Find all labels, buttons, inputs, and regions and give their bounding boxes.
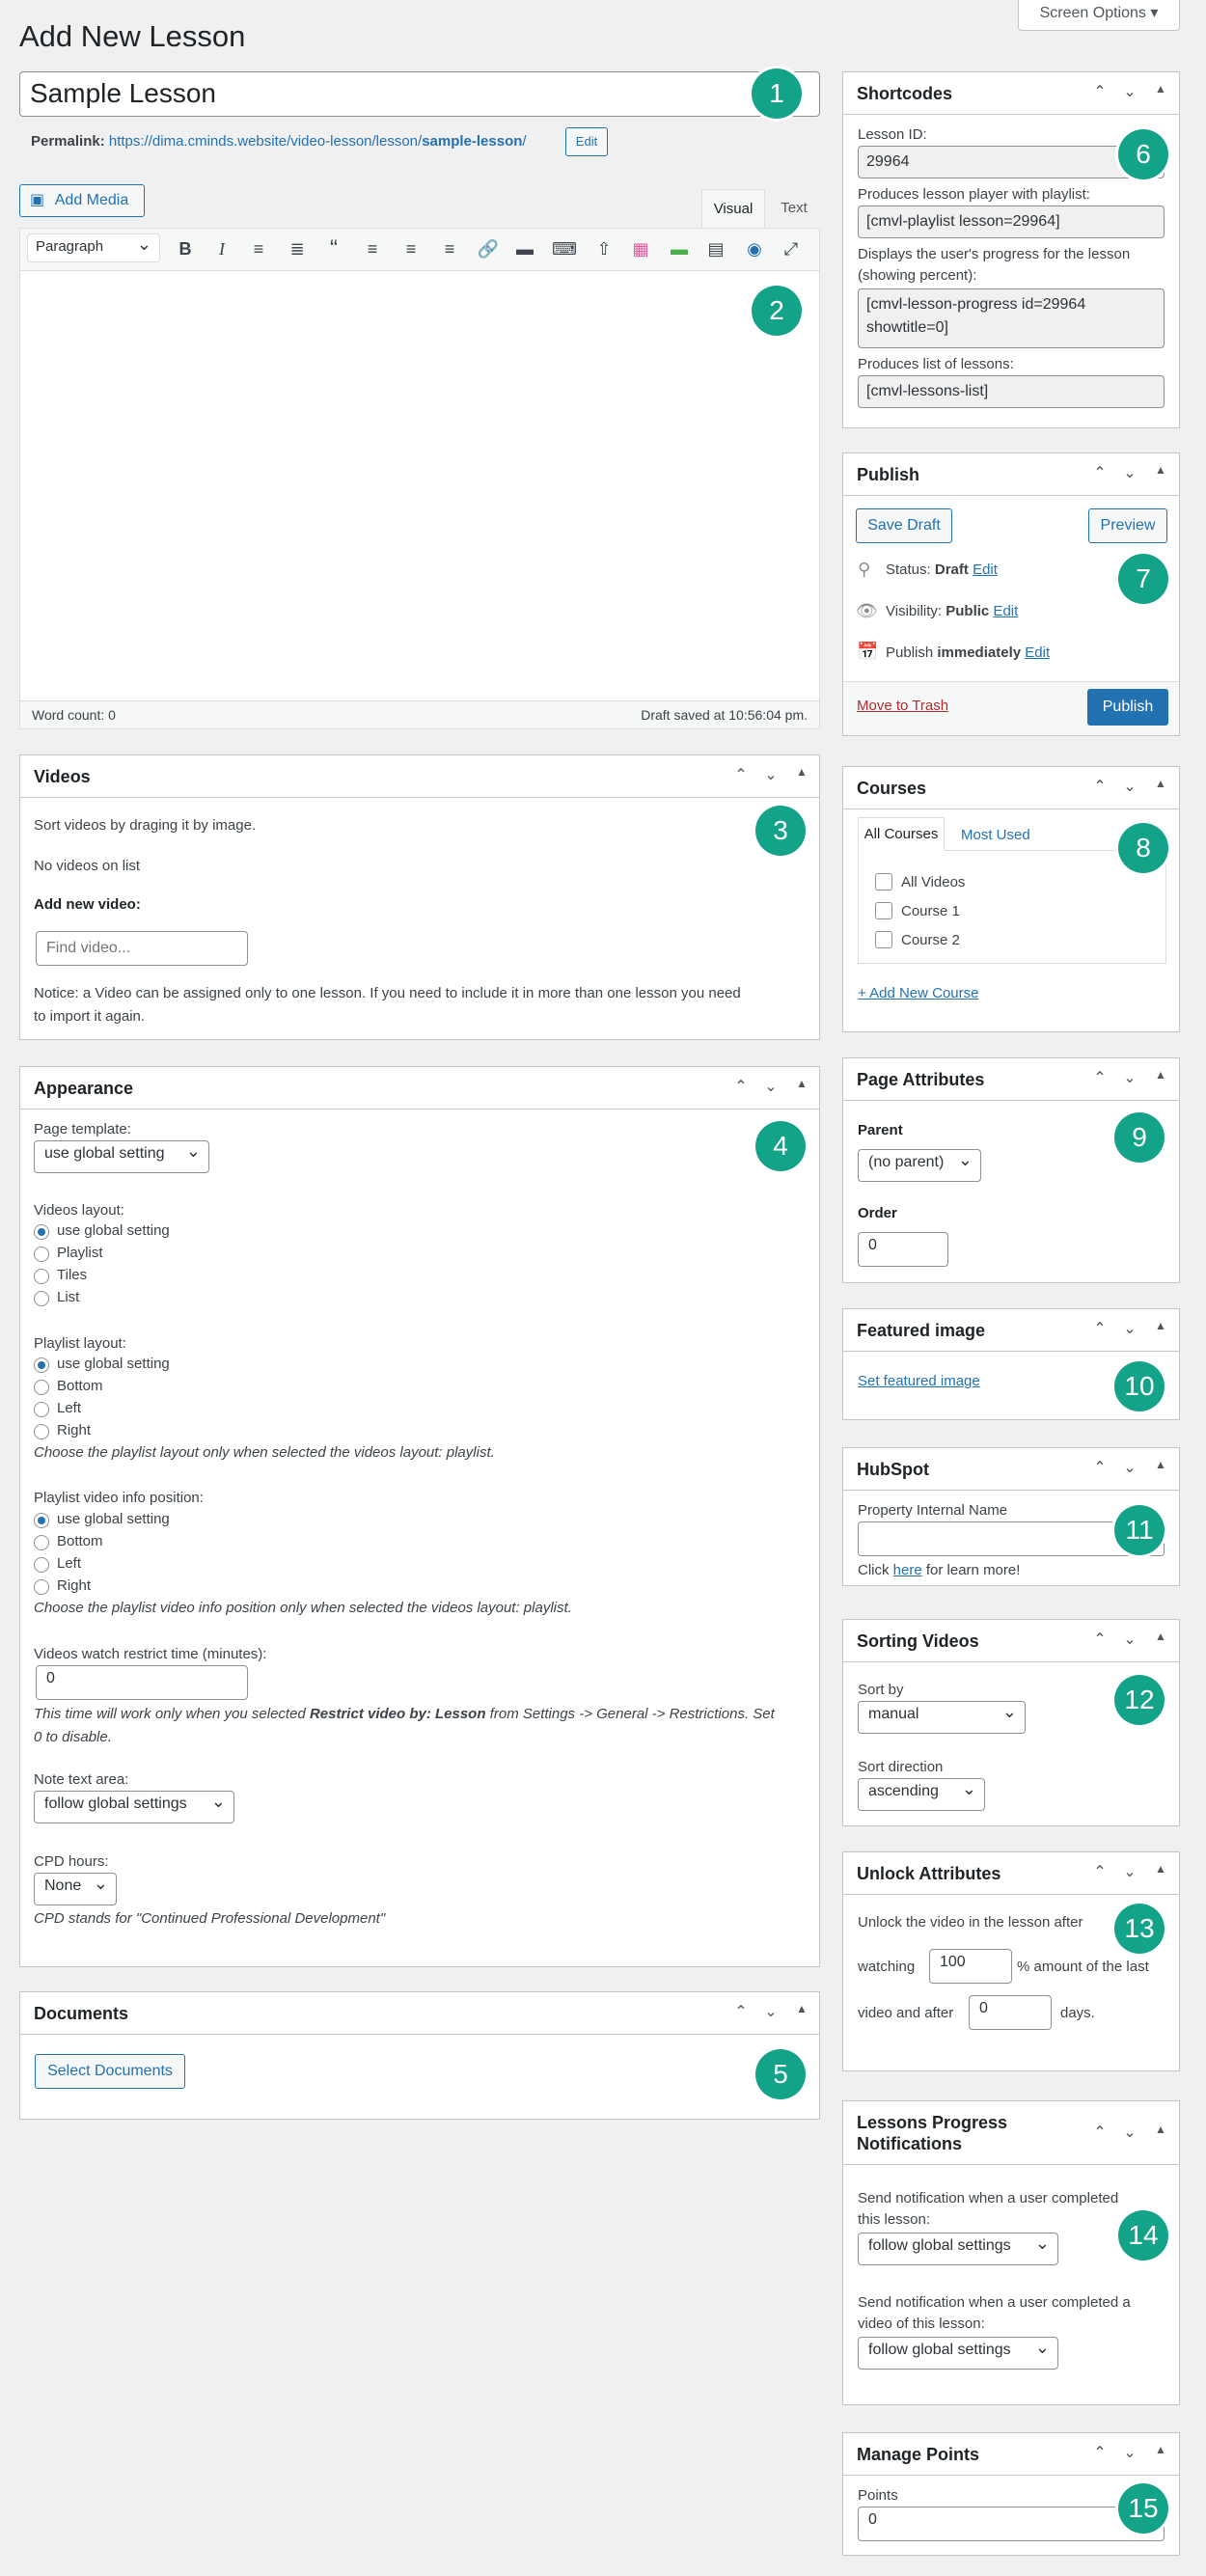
toggle-panel-icon[interactable]: ▲ — [796, 765, 808, 779]
unlock-percent-input[interactable]: 100 — [929, 1949, 1012, 1984]
toggle-panel-icon[interactable]: ▲ — [1155, 777, 1166, 790]
hubspot-here-link[interactable]: here — [892, 1562, 922, 1578]
toggle-panel-icon[interactable]: ▲ — [1155, 1068, 1166, 1082]
preview-button[interactable]: Preview — [1088, 508, 1167, 543]
box-title: Appearance — [34, 1079, 134, 1098]
unlock-line-2: % amount of the last — [1017, 1959, 1149, 1975]
callout-badge: 2 — [752, 286, 802, 336]
radio-label: Left — [57, 1400, 82, 1416]
watching-label: watching — [858, 1959, 916, 1975]
info-position-label: Playlist video info position: — [34, 1490, 204, 1506]
callout-badge: 4 — [755, 1121, 806, 1171]
course-label: Course 1 — [901, 903, 960, 919]
widgets-icon[interactable]: ▦ — [632, 239, 649, 259]
toggle-panel-icon[interactable]: ▲ — [1155, 82, 1166, 96]
sort-hint: Sort videos by draging it by image. — [34, 817, 257, 834]
video-notify-label: Send notification when a user completed a — [858, 2294, 1131, 2311]
move-up-icon[interactable]: ⌃ — [734, 2004, 748, 2020]
tab-visual[interactable]: Visual — [701, 189, 765, 229]
move-up-icon[interactable]: ⌃ — [1093, 1631, 1107, 1648]
note-area-select[interactable]: follow global settings ⌄ — [34, 1791, 234, 1823]
blockquote-icon[interactable]: “ — [330, 235, 338, 261]
box-title: Courses — [857, 779, 927, 798]
course-label: Course 2 — [901, 932, 960, 948]
empty-list: No videos on list — [34, 858, 141, 874]
move-down-icon[interactable]: ⌄ — [764, 767, 778, 783]
align-right-icon[interactable]: ≡ — [444, 239, 455, 259]
numbered-list-icon[interactable]: ≣ — [289, 239, 305, 259]
info-position-radio[interactable] — [34, 1535, 49, 1550]
add-new-course-link[interactable]: + Add New Course — [858, 985, 979, 1001]
callout-badge: 12 — [1114, 1675, 1165, 1725]
info-position-radio[interactable] — [34, 1513, 49, 1528]
toggle-panel-icon[interactable]: ▲ — [1155, 2123, 1166, 2136]
italic-icon[interactable]: I — [219, 239, 225, 259]
toolbar-toggle-icon[interactable]: ⌨ — [552, 239, 577, 259]
lesson-id-label: Lesson ID: — [858, 126, 927, 143]
parent-select[interactable]: (no parent) ⌄ — [858, 1149, 981, 1182]
callout-badge: 1 — [752, 69, 802, 119]
box-title: Sorting Videos — [857, 1631, 979, 1651]
radio-label: Bottom — [57, 1378, 103, 1394]
cpd-label: CPD hours: — [34, 1853, 109, 1870]
property-name-label: Property Internal Name — [858, 1502, 1008, 1519]
schedule-edit-link[interactable]: Edit — [1025, 644, 1051, 661]
callout-badge: 3 — [755, 806, 806, 856]
shortcodes-box — [842, 71, 1180, 428]
toggle-panel-icon[interactable]: ▲ — [1155, 1319, 1166, 1332]
toggle-panel-icon[interactable]: ▲ — [1155, 463, 1166, 477]
toggle-panel-icon[interactable]: ▲ — [1155, 1630, 1166, 1643]
box-title: Page Attributes — [857, 1070, 985, 1089]
content-editor[interactable] — [19, 228, 820, 729]
move-down-icon[interactable]: ⌄ — [764, 1079, 778, 1095]
move-down-icon[interactable]: ⌄ — [1123, 1070, 1137, 1086]
callout-badge: 5 — [755, 2049, 806, 2099]
video-notify-select[interactable]: follow global settings ⌄ — [858, 2337, 1058, 2370]
parent-label: Parent — [858, 1122, 903, 1138]
move-down-icon[interactable]: ⌄ — [1123, 2445, 1137, 2461]
cpd-select[interactable]: None ⌄ — [34, 1873, 117, 1905]
move-up-icon[interactable]: ⌃ — [1093, 1321, 1107, 1337]
radio-label: Left — [57, 1555, 82, 1572]
set-featured-image-link[interactable]: Set featured image — [858, 1373, 980, 1389]
post-title-input[interactable]: Sample Lesson — [19, 71, 820, 117]
playlist-layout-radio[interactable] — [34, 1357, 49, 1373]
move-up-icon[interactable]: ⌃ — [1093, 84, 1107, 100]
progress-label-1: Displays the user's progress for the lesson — [858, 246, 1131, 262]
callout-badge: 7 — [1118, 554, 1168, 604]
page-template-select[interactable]: use global setting ⌄ — [34, 1140, 209, 1173]
move-down-icon[interactable]: ⌄ — [1123, 1460, 1137, 1476]
page-attributes-box — [842, 1057, 1180, 1283]
toggle-panel-icon[interactable]: ▲ — [1155, 1862, 1166, 1876]
box-title: HubSpot — [857, 1460, 929, 1479]
unlock-line-1: Unlock the video in the lesson after — [858, 1914, 1083, 1931]
radio-label: Bottom — [57, 1533, 103, 1549]
move-up-icon[interactable]: ⌃ — [734, 767, 748, 783]
radio-label: List — [57, 1289, 80, 1305]
sort-by-select[interactable]: manual ⌄ — [858, 1701, 1026, 1734]
move-down-icon[interactable]: ⌄ — [1123, 465, 1137, 481]
lesson-notify-label-2: this lesson: — [858, 2211, 931, 2228]
course-label: All Videos — [901, 874, 966, 891]
course-checkbox[interactable] — [875, 873, 892, 891]
box-title: Publish — [857, 465, 920, 484]
move-up-icon[interactable]: ⌃ — [1093, 1864, 1107, 1880]
note-area-label: Note text area: — [34, 1771, 129, 1788]
move-down-icon[interactable]: ⌄ — [1123, 1631, 1137, 1648]
move-to-trash-link[interactable]: Move to Trash — [857, 698, 949, 714]
box-title: Featured image — [857, 1321, 986, 1340]
sort-direction-label: Sort direction — [858, 1759, 944, 1775]
radio-label: Tiles — [57, 1267, 88, 1283]
tab-all-courses[interactable]: All Courses — [858, 817, 945, 851]
box-title: Videos — [34, 767, 91, 786]
documents-box — [19, 1991, 820, 2120]
move-down-icon[interactable]: ⌄ — [764, 2004, 778, 2020]
callout-badge: 14 — [1118, 2210, 1168, 2261]
notice-line-2: to import it again. — [34, 1008, 146, 1025]
lesson-id-field[interactable]: 29964 — [858, 146, 1165, 178]
radio-label: Right — [57, 1577, 92, 1594]
move-up-icon[interactable]: ⌃ — [1093, 779, 1107, 795]
visibility-edit-link[interactable]: Edit — [993, 603, 1019, 619]
box-title: Lessons Progress — [857, 2113, 1008, 2132]
toggle-panel-icon[interactable]: ▲ — [796, 2002, 808, 2015]
list-code-field[interactable]: [cmvl-lessons-list] — [858, 375, 1165, 408]
radio-label: use global setting — [57, 1222, 170, 1239]
tab-text[interactable]: Text — [768, 189, 820, 228]
restrict-note: This time will work only when you selected Restrict video by: Lesson from Settings -> General -> Restrictions. Set — [34, 1706, 775, 1722]
move-up-icon[interactable]: ⌃ — [1093, 1460, 1107, 1476]
save-draft-button[interactable]: Save Draft — [856, 508, 952, 543]
permalink-label: Permalink: — [31, 133, 105, 150]
cpd-note: CPD stands for "Continued Professional Development" — [34, 1910, 386, 1927]
fullscreen-icon[interactable]: ⤢ — [783, 239, 799, 259]
videos-box — [19, 754, 820, 1040]
videos-layout-label: Videos layout: — [34, 1202, 124, 1219]
courses-box — [842, 766, 1180, 1032]
move-up-icon[interactable]: ⌃ — [1093, 465, 1107, 481]
publish-button[interactable]: Publish — [1087, 689, 1168, 726]
box-title: Documents — [34, 2004, 129, 2023]
editor-status-bar — [20, 700, 819, 728]
link-icon[interactable]: 🔗 — [477, 239, 500, 259]
move-up-icon[interactable]: ⌃ — [1093, 2445, 1107, 2461]
permalink-url[interactable]: https://dima.cminds.website/video-lesson/lesson/sample-lesson/ — [108, 133, 527, 150]
info-position-note: Choose the playlist video info position only when selected the videos layout: playlist. — [34, 1600, 572, 1616]
playlist-layout-label: Playlist layout: — [34, 1335, 126, 1352]
permalink — [31, 133, 527, 150]
toggle-panel-icon[interactable]: ▲ — [1155, 2443, 1166, 2456]
visibility-row: Visibility: Public Edit — [886, 603, 1019, 619]
box-title: Unlock Attributes — [857, 1864, 1001, 1883]
bullet-list-icon[interactable]: ≡ — [253, 239, 264, 259]
schedule-row: Publish immediately Edit — [886, 644, 1051, 661]
restrict-time-input[interactable]: 0 — [36, 1665, 248, 1700]
restrict-note-end: 0 to disable. — [34, 1729, 112, 1745]
toggle-panel-icon[interactable]: ▲ — [1155, 1458, 1166, 1471]
box-title: Shortcodes — [857, 84, 953, 103]
course-checkbox[interactable] — [875, 902, 892, 919]
restrict-time-label: Videos watch restrict time (minutes): — [34, 1646, 267, 1662]
move-down-icon[interactable]: ⌄ — [1123, 779, 1137, 795]
box-title: Manage Points — [857, 2445, 980, 2464]
status-edit-link[interactable]: Edit — [973, 562, 998, 578]
move-up-icon[interactable]: ⌃ — [1093, 2124, 1107, 2141]
course-checkbox[interactable] — [875, 931, 892, 948]
info-position-radio[interactable] — [34, 1579, 49, 1595]
callout-badge: 10 — [1114, 1361, 1165, 1411]
layers-icon[interactable]: ▬ — [671, 239, 688, 259]
move-down-icon[interactable]: ⌄ — [1123, 1864, 1137, 1880]
playlist-layout-note: Choose the playlist layout only when selected the videos layout: playlist. — [34, 1444, 495, 1461]
list-label: Produces list of lessons: — [858, 356, 1014, 372]
page-template-label: Page template: — [34, 1121, 131, 1137]
move-down-icon[interactable]: ⌄ — [1123, 1321, 1137, 1337]
videos-layout-radio[interactable] — [34, 1224, 49, 1240]
format-select[interactable]: Paragraph ⌄ — [27, 233, 160, 262]
draft-saved: Draft saved at 10:56:04 pm. — [641, 707, 808, 723]
move-up-icon[interactable]: ⌃ — [1093, 1070, 1107, 1086]
notice-line-1: Notice: a Video can be assigned only to one lesson. If you need to include it in more than one lesson you need — [34, 985, 741, 1001]
unlock-days-input[interactable]: 0 — [969, 1995, 1052, 2030]
callout-badge: 11 — [1114, 1505, 1165, 1555]
points-input[interactable]: 0 — [858, 2507, 1165, 2541]
add-video-label: Add new video: — [34, 896, 141, 913]
select-documents-button[interactable]: Select Documents — [35, 2054, 185, 2089]
player-code-field[interactable]: [cmvl-playlist lesson=29964] — [858, 206, 1165, 238]
playlist-layout-radio[interactable] — [34, 1424, 49, 1439]
player-label: Produces lesson player with playlist: — [858, 186, 1090, 203]
sort-by-label: Sort by — [858, 1682, 904, 1698]
pin-icon: ⚲ — [858, 560, 871, 579]
playlist-layout-radio[interactable] — [34, 1380, 49, 1395]
move-up-icon[interactable]: ⌃ — [734, 1079, 748, 1095]
progress-label-2: (showing percent): — [858, 267, 977, 284]
sort-direction-select[interactable]: ascending ⌄ — [858, 1778, 985, 1811]
tab-most-used[interactable]: Most Used — [961, 827, 1030, 843]
radio-label: use global setting — [57, 1356, 170, 1372]
callout-badge: 8 — [1118, 823, 1168, 873]
align-left-icon[interactable]: ≡ — [367, 239, 378, 259]
callout-badge: 13 — [1114, 1904, 1165, 1954]
points-label: Points — [858, 2487, 898, 2504]
playlist-layout-radio[interactable] — [34, 1402, 49, 1417]
move-down-icon[interactable]: ⌄ — [1123, 84, 1137, 100]
word-count: Word count: 0 — [32, 707, 116, 723]
callout-badge: 15 — [1118, 2483, 1168, 2534]
bold-icon[interactable]: B — [178, 239, 192, 259]
upload-icon[interactable]: ⇧ — [596, 239, 612, 259]
eye-icon: 👁 — [856, 601, 878, 620]
radio-label: Right — [57, 1422, 92, 1439]
find-video-input[interactable] — [36, 931, 248, 966]
move-down-icon[interactable]: ⌄ — [1123, 2124, 1137, 2141]
box-title-line-2: Notifications — [857, 2134, 963, 2153]
progress-code-field[interactable]: [cmvl-lesson-progress id=29964 showtitle=0] — [858, 288, 1165, 348]
toggle-panel-icon[interactable]: ▲ — [796, 1077, 808, 1090]
video-notify-label-2: video of this lesson: — [858, 2316, 985, 2332]
page-title: Add New Lesson — [19, 19, 246, 53]
unlock-attributes-box — [842, 1851, 1180, 2071]
days-label: days. — [1060, 2005, 1095, 2021]
callout-badge: 6 — [1118, 129, 1168, 179]
hubspot-help: Click here for learn more! — [858, 1562, 1021, 1578]
list-block-icon[interactable]: ▤ — [707, 239, 725, 259]
calendar-icon: 📅 — [857, 642, 879, 661]
unlock-line-3: video and after — [858, 2005, 954, 2021]
appearance-box — [19, 1066, 820, 1967]
radio-label: use global setting — [57, 1511, 170, 1527]
status-row: Status: Draft Edit — [886, 562, 998, 578]
align-center-icon[interactable]: ≡ — [405, 239, 417, 259]
videos-layout-radio[interactable] — [34, 1247, 49, 1262]
videos-layout-radio[interactable] — [34, 1269, 49, 1284]
order-input[interactable]: 0 — [858, 1232, 948, 1267]
lesson-notify-label: Send notification when a user completed — [858, 2190, 1119, 2206]
read-more-icon[interactable]: ▬ — [516, 239, 534, 259]
info-position-radio[interactable] — [34, 1557, 49, 1573]
lock-icon[interactable]: ◉ — [747, 239, 762, 259]
add-media-button[interactable]: ▣ Add Media — [19, 184, 145, 217]
lesson-notify-select[interactable]: follow global settings ⌄ — [858, 2233, 1058, 2265]
callout-badge: 9 — [1114, 1112, 1165, 1163]
media-icon: ▣ — [30, 192, 45, 208]
permalink-edit-button[interactable]: Edit — [565, 127, 608, 156]
order-label: Order — [858, 1205, 897, 1221]
radio-label: Playlist — [57, 1245, 103, 1261]
videos-layout-radio[interactable] — [34, 1291, 49, 1306]
screen-options-button[interactable]: Screen Options ▾ — [1018, 0, 1180, 31]
